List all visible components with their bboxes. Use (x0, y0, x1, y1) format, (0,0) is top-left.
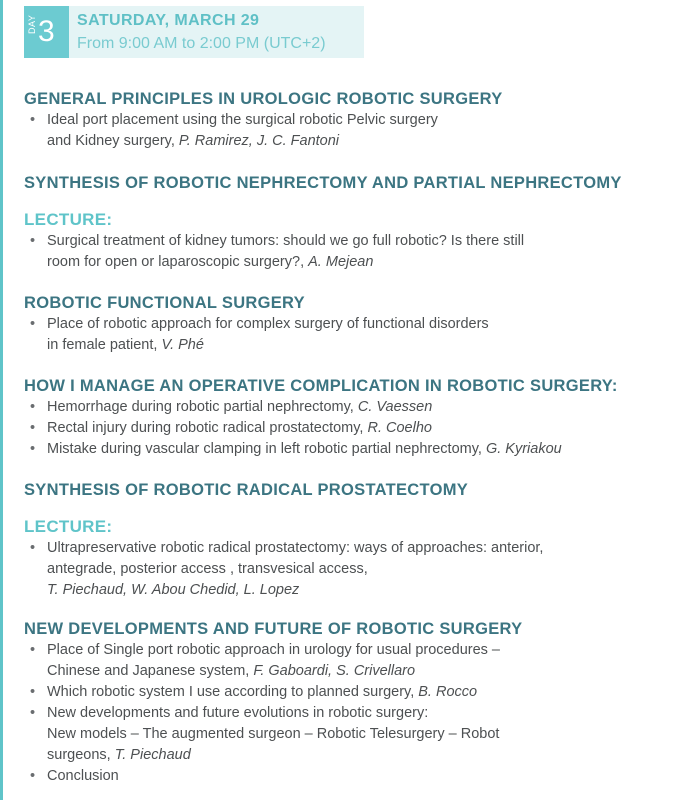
talk-item (24, 418, 692, 439)
lecture-label: LECTURE: (24, 210, 113, 229)
session-section (24, 88, 692, 152)
day-badge (24, 6, 69, 58)
speaker-names: C. Vaessen (357, 399, 433, 415)
speaker-names: R. Coelho (367, 420, 432, 436)
talk-list (24, 397, 692, 460)
talk-text-line: Which robotic system I use according to planned surgery, (47, 684, 419, 700)
day-label: DAY (27, 14, 37, 34)
section-title: SYNTHESIS OF ROBOTIC RADICAL PROSTATECTOMY (24, 481, 469, 499)
talk-text-line: and Kidney surgery, (47, 133, 179, 149)
talk-text-line: antegrade, posterior access , transvesical access, (47, 561, 368, 577)
talk-item (24, 538, 692, 601)
section-title: HOW I MANAGE AN OPERATIVE COMPLICATION IN ROBOTIC SURGERY: (24, 377, 618, 395)
speaker-names: B. Rocco (418, 684, 478, 700)
section-title: GENERAL PRINCIPLES IN UROLOGIC ROBOTIC SURGERY (24, 90, 503, 108)
talk-text-line: room for open or laparoscopic surgery?, (47, 254, 309, 270)
talk-text-line: New models – The augmented surgeon – Robotic Telesurgery – Robot (47, 726, 500, 742)
speaker-names: F. Gaboardi, S. Crivellaro (253, 663, 416, 679)
talk-text-line: Mistake during vascular clamping in left robotic partial nephrectomy, (47, 441, 486, 457)
session-section (24, 292, 692, 356)
speaker-names: T. Piechaud (114, 747, 191, 763)
talk-list (24, 640, 692, 787)
session-section (24, 172, 692, 273)
talk-item (24, 439, 692, 460)
talk-list (24, 538, 692, 601)
day-time: From 9:00 AM to 2:00 PM (UTC+2) (77, 35, 326, 52)
program-content (24, 88, 692, 787)
speaker-names: P. Ramirez, J. C. Fantoni (178, 133, 340, 149)
talk-item (24, 682, 692, 703)
talk-item (24, 703, 692, 766)
talk-text-line: Rectal injury during robotic radical prostatectomy, (47, 420, 368, 436)
day-date: SATURDAY, MARCH 29 (77, 12, 260, 29)
session-section (24, 479, 692, 601)
talk-text-line: Hemorrhage during robotic partial nephrectomy, (47, 399, 358, 415)
talk-text-line: in female patient, (47, 337, 162, 353)
talk-item (24, 314, 692, 356)
section-title: ROBOTIC FUNCTIONAL SURGERY (24, 294, 305, 312)
section-title: SYNTHESIS OF ROBOTIC NEPHRECTOMY AND PARTIAL NEPHRECTOMY (24, 174, 622, 192)
day-banner (24, 6, 364, 58)
lecture-label: LECTURE: (24, 517, 113, 536)
section-title: NEW DEVELOPMENTS AND FUTURE OF ROBOTIC SURGERY (24, 620, 523, 638)
talk-text-line: • Conclusion (47, 768, 119, 784)
session-section (24, 375, 692, 460)
talk-text-line: • Ideal port placement using the surgical robotic Pelvic surgery (47, 112, 438, 128)
speaker-names: T. Piechaud, W. Abou Chedid, L. Lopez (47, 582, 300, 598)
talk-text-line: • Ultrapreservative robotic radical prostatectomy: ways of approaches: anterior, (47, 540, 544, 556)
speaker-names: G. Kyriakou (485, 441, 562, 457)
talk-list (24, 231, 692, 273)
talk-text-line: • Place of Single port robotic approach in urology for usual procedures – (47, 642, 500, 658)
talk-text-line: surgeons, (47, 747, 115, 763)
talk-text-line: • Surgical treatment of kidney tumors: should we go full robotic? Is there still (47, 233, 525, 249)
talk-item (24, 110, 692, 152)
talk-item (24, 640, 692, 682)
talk-list (24, 314, 692, 356)
speaker-names: A. Mejean (308, 254, 374, 270)
talk-text-line: • Place of robotic approach for complex surgery of functional disorders (47, 316, 489, 332)
left-accent-border (0, 0, 3, 800)
speaker-names: V. Phé (161, 337, 204, 353)
talk-text-line: • New developments and future evolutions in robotic surgery: (47, 705, 429, 721)
talk-item (24, 397, 692, 418)
talk-text-line: Chinese and Japanese system, (47, 663, 254, 679)
talk-item (24, 231, 692, 273)
session-section (24, 618, 692, 787)
talk-item (24, 766, 692, 787)
day-number: 3 (38, 15, 55, 48)
talk-list (24, 110, 692, 152)
